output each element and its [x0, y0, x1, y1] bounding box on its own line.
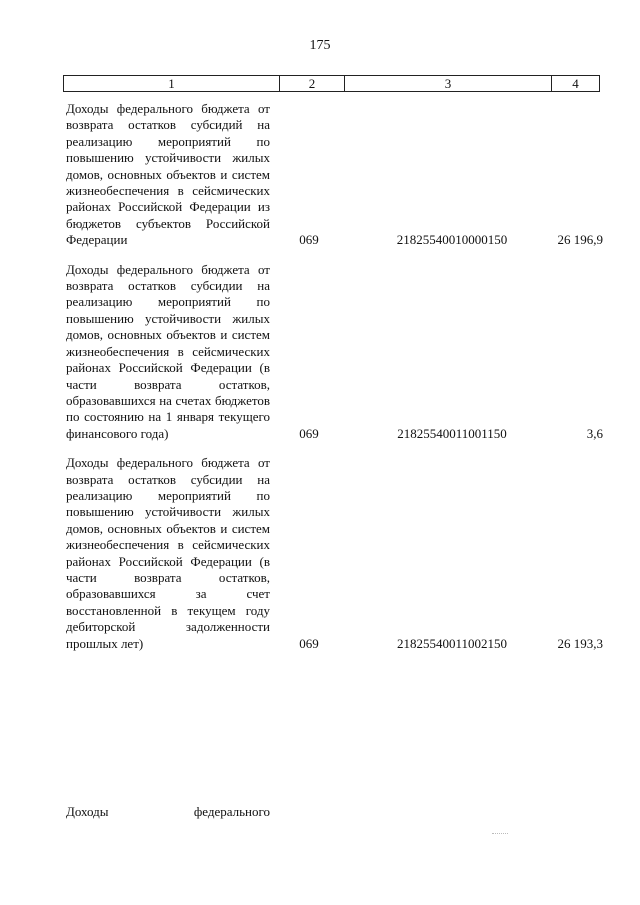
row-description: Доходы федерального бюджета от возврата остатков субсидий на реализацию мероприятий по повышению устойчивости жилых домов, основных объектов и систем жизнеобеспечения в сейсмических районах Российской Федерации из бюджетов субъектов Российской Федерации — [66, 101, 270, 248]
row-amount: 26 193,3 — [557, 635, 603, 651]
table-row — [66, 101, 603, 249]
row-description: Доходы федерального бюджета от возврата остатков субсидии на реализацию мероприятий по повышению устойчивости жилых домов, основных объектов и систем жизнеобеспечения в сейсмических районах Российской Федерации (в части возврата остатков, образовавшихся на счетах бюджетов по состоянию на 1 января текущего финансового года) — [66, 261, 270, 441]
row-amount: 3,6 — [586, 425, 603, 441]
row-budget-code: 21825540010000150 — [396, 232, 508, 248]
row-admin-code: 069 — [299, 425, 319, 441]
continued-word-2: федерального — [193, 804, 270, 819]
continued-word-1: Доходы — [66, 804, 109, 819]
row-description: Доходы федерального бюджета от возврата остатков субсидии на реализацию мероприятий по повышению устойчивости жилых домов, основных объектов и систем жизнеобеспечения в сейсмических районах Российской Федерации (в части возврата остатков, образовавшихся за счет восстановленной в текущем году дебиторской задолженности прошлых лет) — [66, 455, 270, 651]
table-row — [66, 455, 603, 652]
row-admin-code: 069 — [299, 635, 319, 651]
scan-mark — [492, 833, 508, 835]
column-header-2: 2 — [280, 76, 345, 91]
table-row — [66, 262, 603, 442]
continued-row-text — [66, 804, 270, 820]
column-header-3: 3 — [345, 76, 552, 91]
column-header-4: 4 — [572, 76, 579, 91]
page-number: 175 — [309, 38, 331, 53]
row-budget-code: 21825540011001150 — [397, 425, 507, 441]
row-amount: 26 196,9 — [557, 232, 603, 248]
row-budget-code: 21825540011002150 — [396, 635, 508, 651]
table-header — [63, 75, 600, 92]
table-body — [66, 101, 603, 665]
row-admin-code: 069 — [299, 232, 319, 248]
column-header-1: 1 — [64, 76, 280, 91]
